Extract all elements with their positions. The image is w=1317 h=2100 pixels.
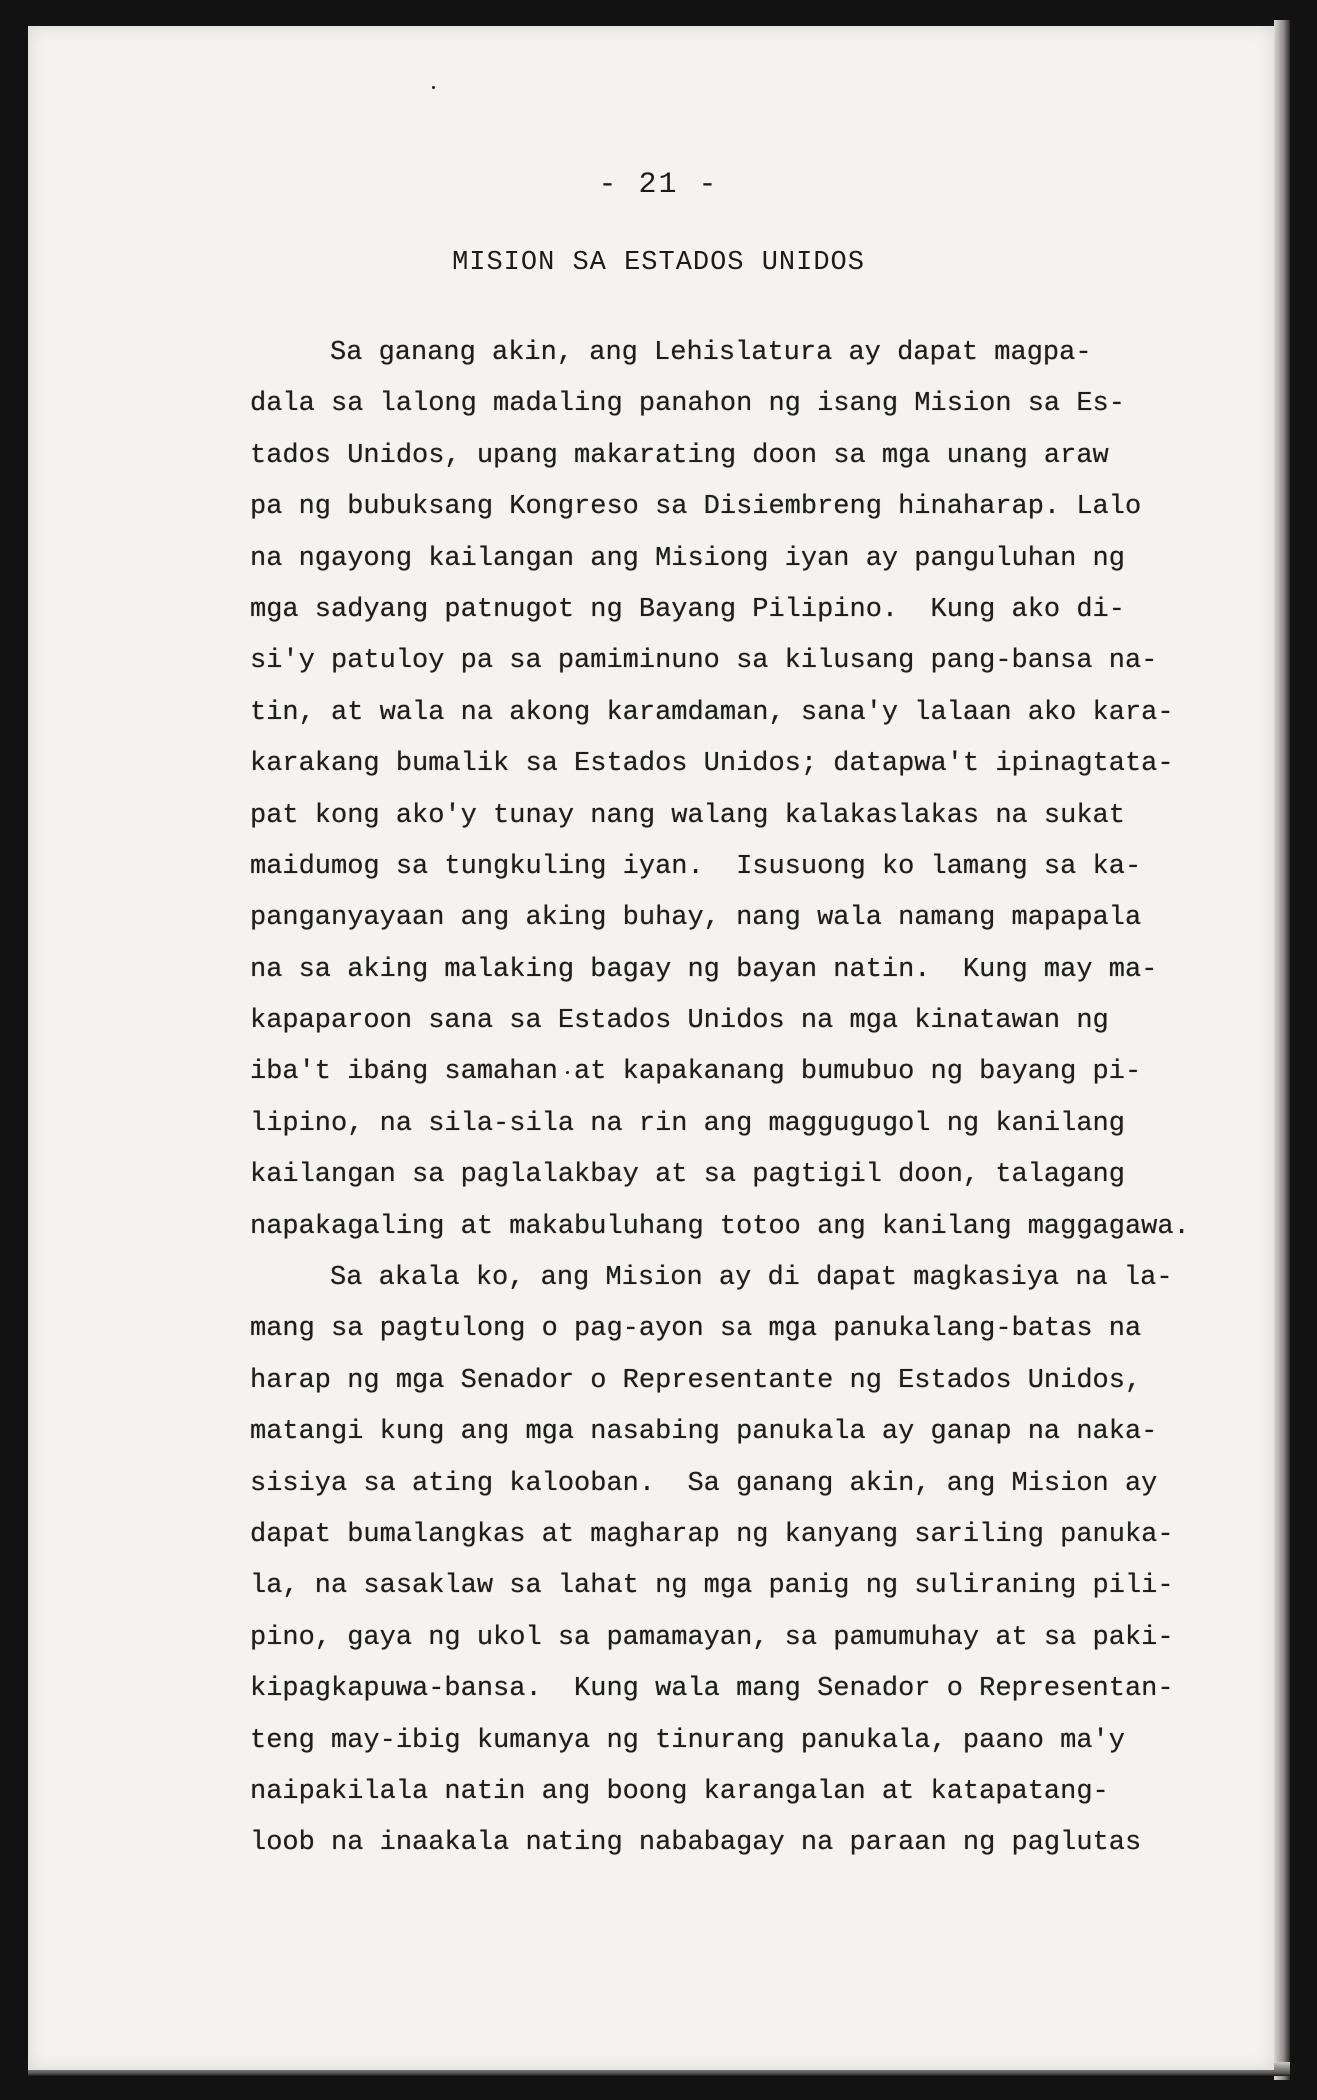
text-line: sisiya sa ating kalooban. Sa ganang akin, ang Mision ay — [250, 1468, 1158, 1499]
text-line: pino, gaya ng ukol sa pamamayan, sa pamumuhay at sa paki- — [250, 1622, 1174, 1653]
text-line: na ngayong kailangan ang Misiong iyan ay panguluhan ng — [250, 543, 1125, 574]
text-line: panganyayaan ang aking buhay, nang wala namang mapapala — [250, 903, 1142, 934]
text-line: kailangan sa paglalakbay at sa pagtigil doon, talagang — [250, 1160, 1125, 1191]
page-number: - 21 - — [598, 168, 719, 202]
text-line: pa ng bubuksang Kongreso sa Disiembreng hinaharap. Lalo — [250, 492, 1142, 523]
text-line: Sa ganang akin, ang Lehislatura ay dapat magpa- — [330, 338, 1092, 368]
text-line: harap ng mga Senador o Representante ng Estados Unidos, — [250, 1365, 1142, 1396]
text-line: na sa aking malaking bagay ng bayan natin. Kung may ma- — [250, 954, 1158, 985]
text-line: dala sa lalong madaling panahon ng isang Mision sa Es- — [250, 389, 1125, 420]
text-line: kipagkapuwa-bansa. Kung wala mang Senador o Representan- — [250, 1674, 1174, 1705]
text-line: Sa akala ko, ang Mision ay di dapat magkasiya na la- — [330, 1263, 1173, 1294]
text-line: matangi kung ang mga nasabing panukala ay ganap na naka- — [250, 1417, 1158, 1448]
text-line: dapat bumalangkas at magharap ng kanyang sariling panuka- — [250, 1519, 1174, 1550]
text-line: karakang bumalik sa Estados Unidos; datapwa't ipinagtata- — [250, 749, 1174, 780]
page-edge-right — [1274, 20, 1290, 2080]
text-line: si'y patuloy pa sa pamiminuno sa kilusang pang-bansa na- — [250, 646, 1158, 677]
text-line: naipakilala natin ang boong karangalan at katapatang- — [250, 1776, 1109, 1807]
text-line: teng may-ibig kumanya ng tinurang panukala, paano ma'y — [250, 1725, 1125, 1756]
text-line: napakagaling at makabuluhang totoo ang kanilang maggagawa. — [250, 1211, 1190, 1242]
text-line: tin, at wala na akong karamdaman, sana'y lalaan ako kara- — [250, 697, 1174, 728]
text-line: lipino, na sila-sila na rin ang maggugugol ng kanilang — [250, 1108, 1125, 1139]
text-line: pat kong ako'y tunay nang walang kalakaslakas na sukat — [250, 800, 1125, 831]
text-line: mga sadyang patnugot ng Bayang Pilipino. Kung ako di- — [250, 594, 1125, 625]
text-line: mang sa pagtulong o pag-ayon sa mga panukalang-batas na — [250, 1314, 1142, 1345]
text-line: loob na inaakala nating nababagay na paraan ng paglutas — [250, 1828, 1142, 1859]
text-line: kapaparoon sana sa Estados Unidos na mga kinatawan ng — [250, 1006, 1109, 1037]
text-line: la, na sasaklaw sa lahat ng mga panig ng suliraning pili- — [250, 1571, 1174, 1602]
text-line: iba't ibang samahan at kapakanang bumubuo ng bayang pi- — [250, 1057, 1142, 1088]
body-text — [250, 328, 1190, 1870]
text-line: maidumog sa tungkuling iyan. Isusuong ko lamang sa ka- — [250, 851, 1142, 882]
page-title: MISION SA ESTADOS UNIDOS — [452, 248, 865, 278]
ink-speck — [432, 86, 435, 89]
text-line: tados Unidos, upang makarating doon sa mga unang araw — [250, 440, 1109, 471]
